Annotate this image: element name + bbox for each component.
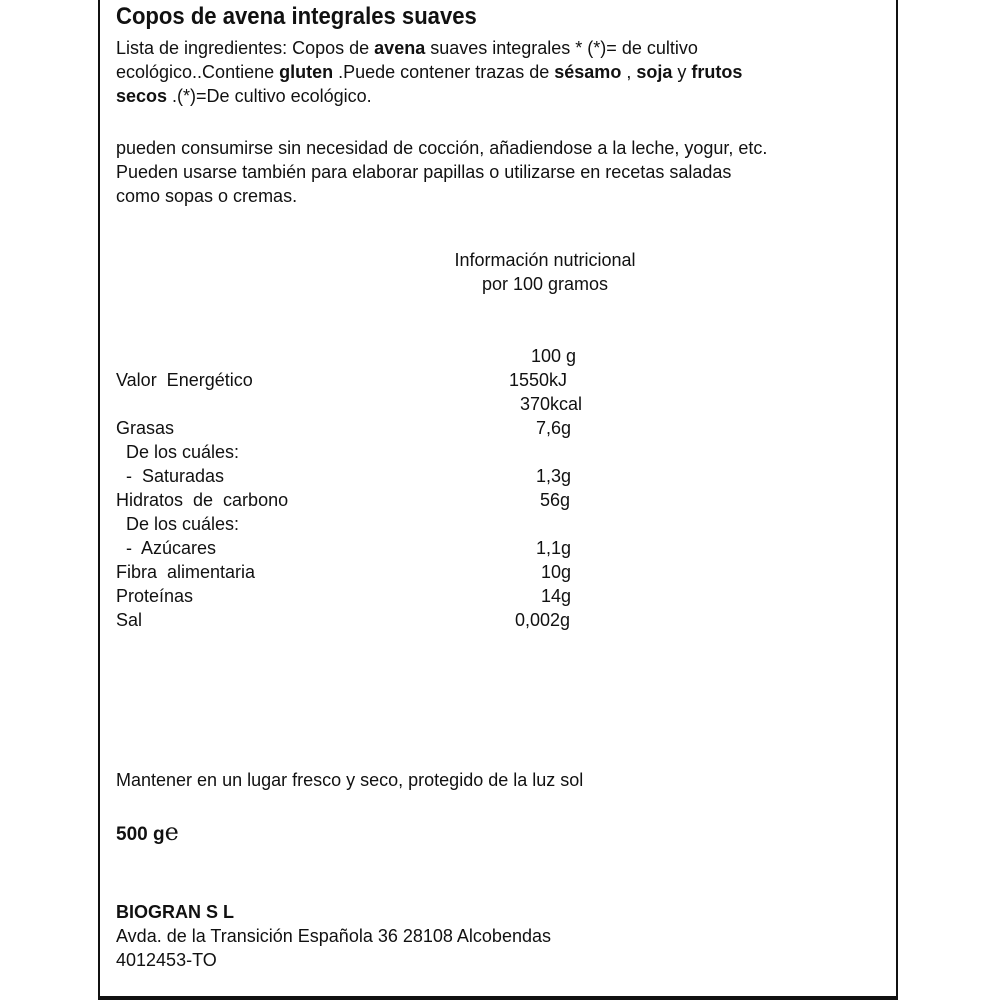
text: .Puede contener trazas de (333, 62, 555, 82)
nutrition-row-label: - Saturadas (116, 466, 225, 486)
allergen-gluten: gluten (279, 62, 334, 82)
text: suaves integrales * (*)= de cultivo (425, 38, 698, 58)
nutrition-row-label: Sal (116, 610, 143, 630)
usage-line: pueden consumirse sin necesidad de cocción, añadiendose a la leche, yogur, etc. (116, 138, 768, 158)
nutrition-row-value: 0,002g (514, 610, 570, 630)
product-title: Copos de avena integrales suaves (116, 3, 477, 30)
nutrition-row-label: Proteínas (116, 586, 194, 606)
storage-instructions: Mantener en un lugar fresco y seco, protegido de la luz sol (116, 770, 584, 790)
allergen-frutos: frutos (691, 62, 743, 82)
allergen-sesamo: sésamo (554, 62, 622, 82)
text: .(*)=De cultivo ecológico. (167, 86, 372, 106)
allergen-avena: avena (374, 38, 426, 58)
nutrition-row-value: 370kcal (519, 394, 582, 414)
nutrition-row-label: Grasas (116, 418, 175, 438)
nutrition-row-value: 10g (540, 562, 571, 582)
ingredients-line-1 (116, 36, 698, 60)
nutrition-row-label: Hidratos de carbono (116, 490, 289, 510)
estimated-sign-icon: e (164, 818, 179, 846)
text: y (672, 62, 692, 82)
usage-line: Pueden usarse también para elaborar papillas o utilizarse en recetas saladas (116, 162, 732, 182)
text: Lista de ingredientes: Copos de (116, 38, 375, 58)
nutrition-row-label: Valor Energético (116, 370, 253, 390)
nutrition-row-value: 1550kJ (508, 370, 567, 390)
nutrition-row-value: 7,6g (535, 418, 571, 438)
nutrition-row-label: De los cuáles: (116, 514, 240, 534)
nutrition-column-header: 100 g (530, 346, 576, 366)
nutrition-row-value: 14g (540, 586, 571, 606)
nutrition-row-value: 1,1g (535, 538, 571, 558)
text: , (621, 62, 637, 82)
ingredients-line-3 (116, 84, 372, 108)
nutrition-subheading: por 100 gramos (481, 274, 609, 294)
nutrition-row-label: De los cuáles: (116, 442, 240, 462)
nutrition-row-value: 1,3g (535, 466, 571, 486)
ingredients-line-2 (116, 60, 742, 84)
company-code: 4012453-TO (116, 950, 217, 970)
allergen-secos: secos (116, 86, 168, 106)
net-weight (116, 820, 179, 847)
nutrition-heading: Información nutricional (454, 250, 636, 270)
usage-line: como sopas o cremas. (116, 186, 298, 206)
company-name: BIOGRAN S L (116, 902, 235, 922)
allergen-soja: soja (636, 62, 673, 82)
nutrition-row-value: 56g (539, 490, 570, 510)
text: ecológico..Contiene (116, 62, 280, 82)
nutrition-row-label: Fibra alimentaria (116, 562, 256, 582)
nutrition-row-label: - Azúcares (116, 538, 217, 558)
weight-value: 500 g (116, 824, 165, 845)
company-address: Avda. de la Transición Española 36 28108 Alcobendas (116, 926, 551, 946)
